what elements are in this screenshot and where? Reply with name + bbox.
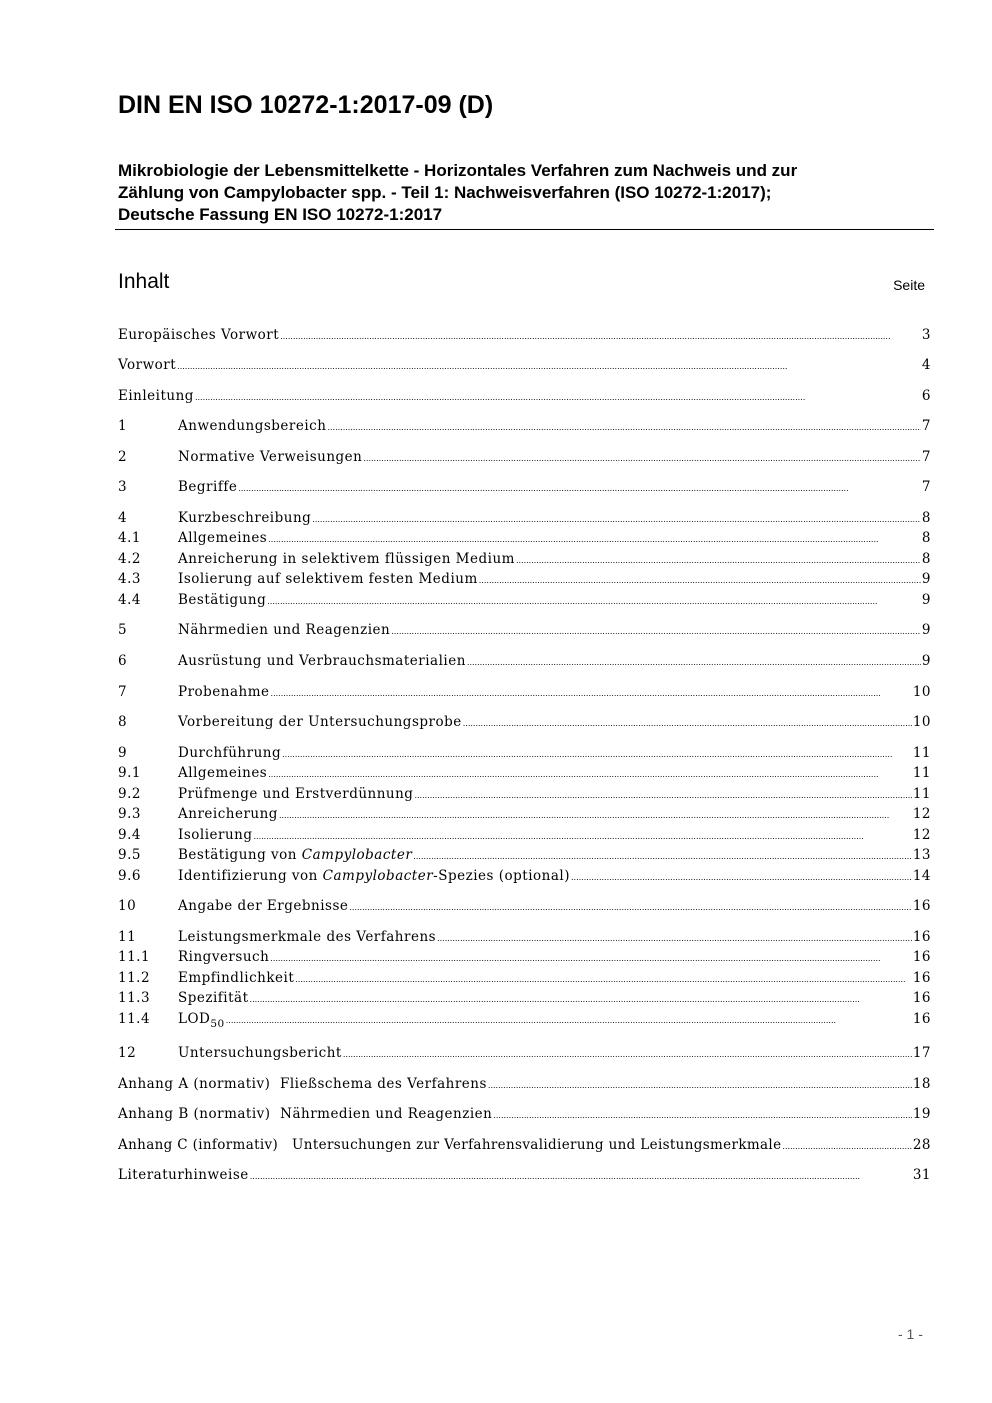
toc-entry-6[interactable] xyxy=(118,651,931,671)
subtitle-line-2: Zählung von Campylobacter spp. - Teil 1: Nachweisverfahren (ISO 10272-1:2017); xyxy=(118,183,772,202)
toc-entry-11-2[interactable] xyxy=(118,968,931,988)
toc-leader-dots xyxy=(463,712,912,734)
toc-entry-label: Anreicherung xyxy=(178,806,278,822)
toc-page-column-label: Seite xyxy=(893,277,925,293)
toc-entry-einleitung[interactable] xyxy=(118,386,931,406)
toc-entry-number: 8 xyxy=(118,714,128,730)
toc-entry-4-2[interactable] xyxy=(118,549,931,569)
toc-leader-dots xyxy=(268,528,921,550)
toc-leader-dots xyxy=(250,988,912,1010)
toc-entry-11-1[interactable] xyxy=(118,947,931,967)
toc-entry-12[interactable] xyxy=(118,1043,931,1063)
toc-entry-9-1[interactable] xyxy=(118,763,931,783)
toc-entry-page: 16 xyxy=(912,898,931,914)
toc-entry-label: Literaturhinweise xyxy=(118,1167,249,1183)
toc-entry-page: 10 xyxy=(912,684,931,700)
toc-entry-label xyxy=(178,866,570,886)
toc-entry-label: Anreicherung in selektivem flüssigen Medium xyxy=(178,551,515,567)
toc-leader-dots xyxy=(279,804,912,826)
toc-leader-dots xyxy=(312,508,921,530)
toc-entry-page: 7 xyxy=(921,479,931,495)
toc-entry-page: 11 xyxy=(912,765,931,781)
toc-entry-label: Anhang C (informativ) Untersuchungen zur Verfahrensvalidierung und Leistungsmerkmale xyxy=(118,1137,782,1153)
toc-entry-page: 3 xyxy=(921,327,931,343)
toc-entry-page: 19 xyxy=(912,1106,931,1122)
toc-leader-dots xyxy=(270,947,912,969)
toc-entry-number: 3 xyxy=(118,479,128,495)
toc-entry-page: 12 xyxy=(912,827,931,843)
toc-leader-dots xyxy=(271,682,912,704)
toc-entry-number: 5 xyxy=(118,622,128,638)
toc-entry-label: Kurzbeschreibung xyxy=(178,510,312,526)
toc-leader-dots xyxy=(493,1104,911,1126)
toc-leader-dots xyxy=(226,1009,912,1031)
toc-entry-label: Vorbereitung der Untersuchungsprobe xyxy=(178,714,462,730)
toc-leader-dots xyxy=(413,845,912,867)
toc-leader-dots xyxy=(195,386,921,408)
toc-entry-label: Allgemeines xyxy=(178,765,268,781)
toc-entry-label-text: LOD xyxy=(178,1011,211,1027)
toc-entry-label: Anwendungsbereich xyxy=(178,418,327,434)
toc-leader-dots xyxy=(363,447,921,469)
toc-entry-page: 9 xyxy=(921,622,931,638)
toc-leader-dots xyxy=(177,355,921,377)
toc-leader-dots xyxy=(280,325,921,347)
toc-entry-label: Durchführung xyxy=(178,745,282,761)
toc-entry-vorwort[interactable] xyxy=(118,355,931,375)
toc-entry-number: 4.3 xyxy=(118,571,141,587)
toc-entry-number: 9.1 xyxy=(118,765,141,781)
toc-entry-number: 11.2 xyxy=(118,970,151,986)
toc-entry-number: 7 xyxy=(118,684,128,700)
document-title: DIN EN ISO 10272-1:2017-09 (D) xyxy=(118,91,494,119)
toc-entry-number: 9.5 xyxy=(118,847,141,863)
toc-entry-page: 9 xyxy=(921,653,931,669)
toc-entry-number: 4.1 xyxy=(118,530,141,546)
toc-leader-dots xyxy=(467,651,921,673)
toc-entry-label: Probenahme xyxy=(178,684,270,700)
toc-entry-page: 6 xyxy=(921,388,931,404)
toc-entry-9-6[interactable] xyxy=(118,866,931,886)
toc-entry-number: 4.2 xyxy=(118,551,141,567)
toc-entry-label: Allgemeines xyxy=(178,530,268,546)
toc-entry-number: 11.1 xyxy=(118,949,151,965)
toc-leader-dots xyxy=(349,896,911,918)
toc-entry-label: Isolierung xyxy=(178,827,253,843)
toc-entry-page: 28 xyxy=(912,1137,931,1153)
toc-entry-page: 17 xyxy=(912,1045,931,1061)
toc-leader-dots xyxy=(343,1043,912,1065)
toc-entry-4-4[interactable] xyxy=(118,590,931,610)
toc-leader-dots xyxy=(238,477,921,499)
toc-entry-label xyxy=(178,845,412,865)
toc-entry-4-3[interactable] xyxy=(118,569,931,589)
toc-entry-page: 16 xyxy=(912,990,931,1006)
toc-leader-dots xyxy=(254,825,912,847)
page-number: - 1 - xyxy=(898,1326,923,1342)
toc-leader-dots xyxy=(571,866,912,888)
toc-entry-11-3[interactable] xyxy=(118,988,931,1008)
toc-entry-page: 13 xyxy=(912,847,931,863)
toc-entry-number: 9 xyxy=(118,745,128,761)
toc-entry-label: Anhang A (normativ) Fließschema des Verfahrens xyxy=(118,1076,487,1092)
toc-entry-9-5[interactable] xyxy=(118,845,931,865)
toc-entry-1[interactable] xyxy=(118,416,931,436)
toc-entry-9-3[interactable] xyxy=(118,804,931,824)
toc-entry-literaturhinweise[interactable] xyxy=(118,1165,931,1185)
toc-entry-number: 10 xyxy=(118,898,137,914)
toc-entry-11-4[interactable] xyxy=(118,1009,931,1029)
toc-entry-number: 11 xyxy=(118,929,137,945)
toc-entry-label: Untersuchungsbericht xyxy=(178,1045,342,1061)
toc-entry-page: 8 xyxy=(921,551,931,567)
toc-entry-number: 11.4 xyxy=(118,1011,151,1027)
toc-entry-label-text: Bestätigung von xyxy=(178,847,302,863)
toc-entry-number: 6 xyxy=(118,653,128,669)
toc-entry-label: Begriffe xyxy=(178,479,238,495)
toc-entry-page: 7 xyxy=(921,449,931,465)
toc-entry-number: 11.3 xyxy=(118,990,151,1006)
toc-entry-label-suffix: -Spezies (optional) xyxy=(433,868,570,884)
toc-entry-page: 11 xyxy=(912,745,931,761)
toc-entry-label: Europäisches Vorwort xyxy=(118,327,280,343)
toc-entry-label: Leistungsmerkmale des Verfahrens xyxy=(178,929,437,945)
subtitle-line-3: Deutsche Fassung EN ISO 10272-1:2017 xyxy=(118,205,443,224)
toc-entry-9-2[interactable] xyxy=(118,784,931,804)
toc-entry-label-subscript: 50 xyxy=(210,1018,225,1030)
toc-entry-number: 12 xyxy=(118,1045,137,1061)
toc-entry-label-italic: Campylobacter xyxy=(301,847,413,863)
toc-entry-label: Empfindlichkeit xyxy=(178,970,295,986)
toc-entry-label: Prüfmenge und Erstverdünnung xyxy=(178,786,414,802)
toc-entry-page: 14 xyxy=(912,868,931,884)
toc-entry-label: Ringversuch xyxy=(178,949,270,965)
toc-entry-number: 9.4 xyxy=(118,827,141,843)
toc-entry-number: 9.3 xyxy=(118,806,141,822)
toc-entry-page: 4 xyxy=(921,357,931,373)
toc-entry-page: 9 xyxy=(921,571,931,587)
toc-entry-page: 12 xyxy=(912,806,931,822)
toc-entry-label: Normative Verweisungen xyxy=(178,449,363,465)
toc-entry-11[interactable] xyxy=(118,927,931,947)
toc-entry-page: 10 xyxy=(912,714,931,730)
toc-entry-anhang-a[interactable] xyxy=(118,1074,931,1094)
toc-leader-dots xyxy=(437,927,912,949)
toc-leader-dots xyxy=(268,763,912,785)
toc-leader-dots xyxy=(782,1135,911,1157)
toc-entry-number: 1 xyxy=(118,418,128,434)
toc-entry-5[interactable] xyxy=(118,620,931,640)
toc-entry-label: Einleitung xyxy=(118,388,194,404)
toc-entry-page: 16 xyxy=(912,949,931,965)
toc-entry-page: 18 xyxy=(912,1076,931,1092)
table-of-contents xyxy=(118,0,931,1403)
toc-entry-label: Bestätigung xyxy=(178,592,267,608)
toc-leader-dots xyxy=(327,416,920,438)
toc-entry-9[interactable] xyxy=(118,743,931,763)
toc-entry-label xyxy=(178,1009,225,1029)
toc-entry-anhang-c[interactable] xyxy=(118,1135,931,1155)
toc-entry-label: Angabe der Ergebnisse xyxy=(178,898,349,914)
toc-entry-label-italic: Campylobacter xyxy=(322,868,434,884)
toc-leader-dots xyxy=(250,1165,912,1187)
toc-leader-dots xyxy=(488,1074,912,1096)
toc-entry-page: 8 xyxy=(921,530,931,546)
toc-entry-page: 16 xyxy=(912,1011,931,1027)
toc-leader-dots xyxy=(479,569,921,591)
subtitle-line-1: Mikrobiologie der Lebensmittelkette - Horizontales Verfahren zum Nachweis und zur xyxy=(118,161,798,180)
toc-entry-label: Vorwort xyxy=(118,357,177,373)
toc-leader-dots xyxy=(267,590,921,612)
toc-entry-vorwort-eu[interactable] xyxy=(118,325,931,345)
toc-entry-label: Ausrüstung und Verbrauchsmaterialien xyxy=(178,653,466,669)
toc-entry-3[interactable] xyxy=(118,477,931,497)
toc-leader-dots xyxy=(391,620,921,642)
toc-heading: Inhalt xyxy=(118,270,170,293)
toc-entry-label: Isolierung auf selektivem festen Medium xyxy=(178,571,478,587)
toc-entry-label: Nährmedien und Reagenzien xyxy=(178,622,391,638)
toc-entry-10[interactable] xyxy=(118,896,931,916)
toc-entry-4-1[interactable] xyxy=(118,528,931,548)
toc-entry-number: 4 xyxy=(118,510,128,526)
toc-entry-label: Anhang B (normativ) Nährmedien und Reagenzien xyxy=(118,1106,493,1122)
toc-entry-7[interactable] xyxy=(118,682,931,702)
toc-entry-number: 2 xyxy=(118,449,128,465)
toc-entry-page: 16 xyxy=(912,970,931,986)
toc-entry-number: 4.4 xyxy=(118,592,141,608)
toc-entry-page: 16 xyxy=(912,929,931,945)
toc-leader-dots xyxy=(295,968,912,990)
toc-entry-page: 31 xyxy=(912,1167,931,1183)
toc-entry-2[interactable] xyxy=(118,447,931,467)
toc-entry-number: 9.2 xyxy=(118,786,141,802)
toc-leader-dots xyxy=(516,549,921,571)
toc-entry-anhang-b[interactable] xyxy=(118,1104,931,1124)
toc-entry-page: 9 xyxy=(921,592,931,608)
toc-entry-number: 9.6 xyxy=(118,868,141,884)
toc-entry-label: Spezifität xyxy=(178,990,249,1006)
toc-entry-page: 11 xyxy=(912,786,931,802)
toc-entry-8[interactable] xyxy=(118,712,931,732)
toc-entry-label-text: Identifizierung von xyxy=(178,868,323,884)
toc-leader-dots xyxy=(282,743,912,765)
toc-entry-page: 8 xyxy=(921,510,931,526)
toc-entry-page: 7 xyxy=(921,418,931,434)
toc-entry-4[interactable] xyxy=(118,508,931,528)
toc-entry-9-4[interactable] xyxy=(118,825,931,845)
toc-leader-dots xyxy=(414,784,911,806)
